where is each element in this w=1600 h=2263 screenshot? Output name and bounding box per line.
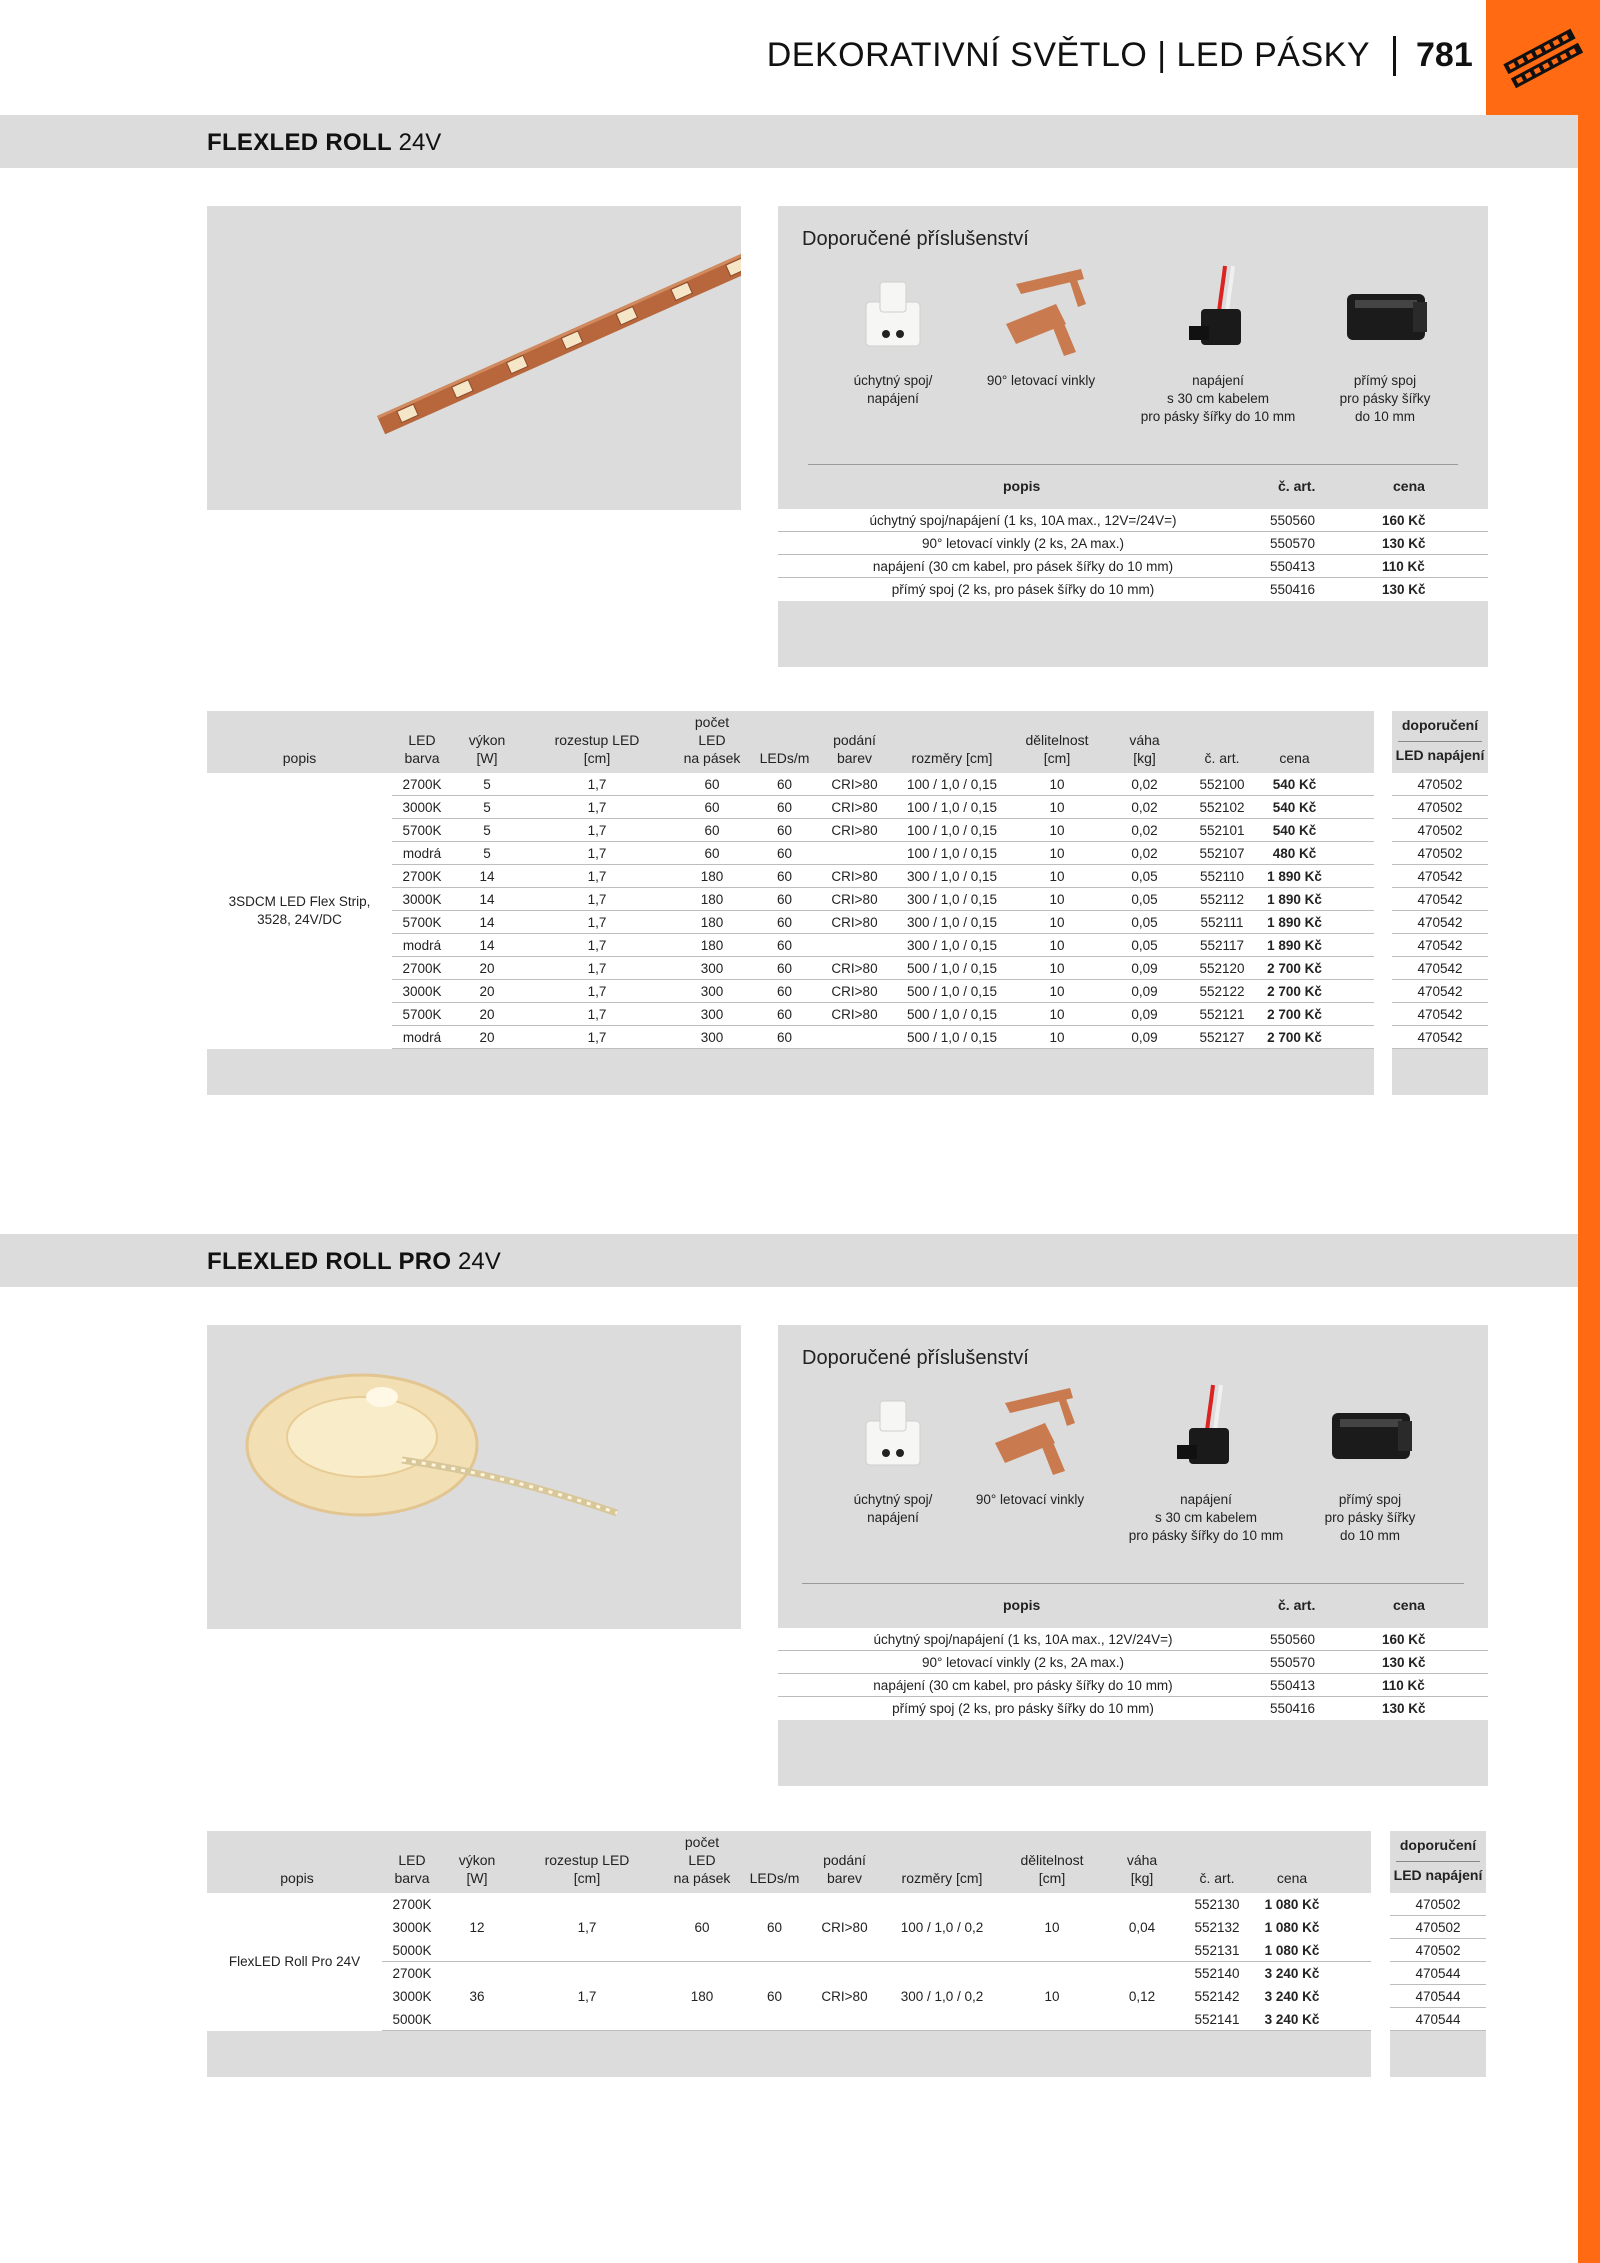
cell-art: 552121 [1199,1007,1245,1022]
cell-vaha: 0,05 [1131,892,1158,907]
cell-leds: 60 [776,915,793,930]
cell-vaha: 0,09 [1131,961,1158,976]
table-footer [207,1049,1374,1095]
accessories-title: Doporučené příslušenství [802,1347,1029,1369]
cell-cena: 540 Kč [1272,800,1317,815]
cell-delitelnost: 10 [1049,984,1065,999]
cell-barva: 5700K [402,1007,442,1022]
cell-cena: 1 080 Kč [1264,1943,1320,1958]
col-header-vykon: výkon [W] [468,732,506,766]
col-header-popis: popis [282,750,317,766]
power-supply-header: doporučení LED napájení [1390,1831,1486,1893]
cell-vaha: 0,09 [1131,984,1158,999]
cell-vykon: 14 [479,938,495,953]
clip-connector-icon [848,264,938,364]
cell-delitelnost: 10 [1049,800,1065,815]
cell-rozmery: 500 / 1,0 / 0,15 [906,1030,998,1045]
cell-cena: 2 700 Kč [1267,1030,1322,1045]
cell-delitelnost: 10 [1049,961,1065,976]
cell-art: 552141 [1194,2012,1240,2027]
table-row: úchytný spoj/napájení (1 ks, 10A max., 12V/24V=) 550560 160 Kč [778,1628,1488,1651]
cell-vaha: 0,09 [1131,1007,1158,1022]
cell-vaha: 0,05 [1131,915,1158,930]
cell-pocet: 60 [704,823,720,838]
cell-leds: 60 [776,869,793,884]
section-band-flexled-roll-pro [0,1234,1578,1287]
col-header-rozmery: rozměry [cm] [911,750,993,766]
cell-barva: 5700K [402,823,442,838]
table-header [207,1831,1371,1893]
cell-rozestup: 1,7 [577,1920,597,1935]
col-header-leds: LEDs/m [749,1870,800,1886]
cell-vykon: 14 [479,892,495,907]
cell-art: 552140 [1194,1966,1240,1981]
cell-leds: 60 [776,1030,793,1045]
cell-pocet: 300 [700,984,724,999]
cell-delitelnost: 10 [1049,892,1065,907]
col-header-art: č. art. [1278,478,1316,494]
cell-barva: modrá [402,846,442,861]
cell-art: 552131 [1194,1943,1240,1958]
cell-podani: CRI>80 [831,1007,878,1022]
cell-delitelnost: 10 [1049,777,1065,792]
cell-podani: CRI>80 [831,915,878,930]
product-description: 3SDCM LED Flex Strip, 3528, 24V/DC [207,773,392,1049]
cell-barva: 5000K [392,1943,432,1958]
power-supply-footer [1390,2031,1486,2077]
power-supply-cell: 470542 [1392,888,1488,911]
col-header-popis: popis [1003,478,1041,494]
table-row: přímý spoj (2 ks, pro pásky šířky do 10 mm) 550416 130 Kč [892,1701,1426,1716]
section-band-flexled-roll [0,115,1578,168]
cell-vykon: 20 [479,1007,495,1022]
cell-pocet: 60 [704,777,720,792]
cell-pocet: 300 [700,1007,724,1022]
table-footer [207,2031,1371,2077]
edge-accent-bar [1578,115,1600,2263]
col-header-rozestup: rozestup LED [cm] [544,1852,630,1886]
page-number: 781 [1416,36,1473,74]
cell-leds: 60 [776,1007,793,1022]
cell-cena: 1 890 Kč [1267,915,1322,930]
cell-rozestup: 1,7 [587,938,607,953]
cell-vaha: 0,02 [1131,800,1158,815]
cell-vaha: 0,05 [1131,869,1158,884]
cell-rozestup: 1,7 [577,1989,597,2004]
table-row: 90° letovací vinkly (2 ks, 2A max.) 550570 130 Kč [778,532,1488,555]
cell-podani: CRI>80 [831,961,878,976]
cell-rozmery: 300 / 1,0 / 0,2 [900,1989,984,2004]
cell-podani: CRI>80 [831,869,878,884]
cell-barva: 3000K [402,984,442,999]
cell-cena: 1 890 Kč [1267,892,1322,907]
power-supply-cell: 470502 [1390,1916,1486,1939]
header-divider [1393,36,1396,76]
cell-barva: modrá [402,1030,442,1045]
col-header-art: č. art. [1278,1597,1316,1613]
cell-rozmery: 300 / 1,0 / 0,15 [906,915,998,930]
power-supply-cell: 470542 [1392,980,1488,1003]
table-row: napájení (30 cm kabel, pro pásky šířky do 10 mm) 550413 110 Kč [778,1674,1488,1697]
cell-vaha: 0,09 [1131,1030,1158,1045]
col-header-popis: popis [280,1870,314,1886]
clip-connector-icon [848,1383,938,1483]
power-supply-cell: 470502 [1392,819,1488,842]
cell-vaha: 0,02 [1131,777,1158,792]
cell-leds: 60 [776,777,793,792]
section-title: FLEXLED ROLL PRO 24V [207,1248,501,1275]
col-header-rozestup: rozestup LED [cm] [554,732,640,766]
cell-delitelnost: 10 [1044,1920,1060,1935]
col-header-rozmery: rozměry [cm] [901,1870,983,1886]
cell-rozmery: 500 / 1,0 / 0,15 [906,961,998,976]
cable-connector-icon [1161,1383,1251,1483]
col-header-barva: LED barva [404,732,440,766]
cell-barva: 3000K [402,800,442,815]
cell-leds: 60 [776,846,793,861]
cell-delitelnost: 10 [1049,823,1065,838]
col-header-podani: podání barev [823,1852,866,1886]
col-header-pocet: počet LED na pásek [683,714,741,766]
cell-rozestup: 1,7 [587,777,607,792]
straight-connector-icon [1335,264,1435,364]
cell-vykon: 12 [469,1920,485,1935]
product-description: FlexLED Roll Pro 24V [207,1893,382,2031]
cell-delitelnost: 10 [1049,938,1065,953]
cell-art: 552102 [1199,800,1245,815]
cell-rozmery: 500 / 1,0 / 0,15 [906,984,998,999]
power-supply-cell: 470544 [1390,2008,1486,2031]
cell-cena: 1 080 Kč [1264,1920,1320,1935]
col-header-vaha: váha [kg] [1126,1852,1158,1886]
cell-rozmery: 500 / 1,0 / 0,15 [906,1007,998,1022]
cell-podani: CRI>80 [821,1989,868,2004]
power-supply-cell: 470502 [1390,1893,1486,1916]
col-header-art: č. art. [1204,750,1240,766]
cell-vykon: 5 [483,777,491,792]
cell-cena: 480 Kč [1272,846,1317,861]
power-supply-cell: 470542 [1392,865,1488,888]
cell-art: 552100 [1199,777,1245,792]
cell-pocet: 300 [700,961,724,976]
cell-art: 552117 [1199,938,1245,953]
product-image-flexled-roll-pro [207,1325,741,1629]
cell-rozestup: 1,7 [587,961,607,976]
cell-leds: 60 [776,892,793,907]
cell-cena: 3 240 Kč [1264,1966,1320,1981]
cell-vaha: 0,05 [1131,938,1158,953]
power-supply-cell: 470502 [1390,1939,1486,1962]
cell-barva: 3000K [392,1989,432,2004]
col-header-cena: cena [1393,1597,1425,1613]
cell-barva: 2700K [402,869,442,884]
power-supply-body [1392,773,1488,1049]
col-header-leds: LEDs/m [759,750,810,766]
cell-vaha: 0,12 [1128,1989,1156,2004]
power-supply-cell: 470542 [1392,1003,1488,1026]
cell-cena: 3 240 Kč [1264,2012,1320,2027]
col-header-podani: podání barev [833,732,876,766]
cell-cena: 540 Kč [1272,823,1317,838]
cell-cena: 1 890 Kč [1267,938,1322,953]
power-supply-cell: 470544 [1390,1985,1486,2008]
power-supply-header: doporučení LED napájení [1392,711,1488,773]
cell-art: 552112 [1199,892,1245,907]
cell-vykon: 5 [483,823,491,838]
cell-rozmery: 100 / 1,0 / 0,15 [906,846,998,861]
cell-leds: 60 [776,984,793,999]
corner-connector-icon [975,1383,1085,1483]
cell-art: 552122 [1199,984,1245,999]
cell-rozmery: 100 / 1,0 / 0,15 [906,777,998,792]
accessory-item [956,264,1126,390]
accessories-table [778,1628,1488,1720]
cell-cena: 2 700 Kč [1267,984,1322,999]
cell-vykon: 20 [479,984,495,999]
cell-art: 552110 [1199,869,1245,884]
col-header-pocet: počet LED na pásek [673,1834,731,1886]
cell-art: 552120 [1199,961,1245,976]
power-supply-footer [1392,1049,1488,1095]
cell-cena: 540 Kč [1272,777,1317,792]
cell-art: 552111 [1200,915,1244,930]
cell-pocet: 180 [700,892,724,907]
table-row: napájení (30 cm kabel, pro pásek šířky do 10 mm) 550413 110 Kč [778,555,1488,578]
accessory-label: napájení s 30 cm kabelem pro pásky šířky do 10 mm [1128,1492,1284,1543]
cell-rozmery: 100 / 1,0 / 0,15 [906,823,998,838]
divider [802,1583,1464,1584]
cell-leds: 60 [776,800,793,815]
cell-barva: modrá [402,938,442,953]
cell-rozestup: 1,7 [587,800,607,815]
cell-vaha: 0,02 [1131,846,1158,861]
cell-delitelnost: 10 [1049,1007,1065,1022]
cell-rozestup: 1,7 [587,869,607,884]
accessory-item [945,1383,1115,1509]
cable-connector-icon [1173,264,1263,364]
cell-barva: 2700K [402,777,442,792]
col-header-vykon: výkon [W] [458,1852,496,1886]
cell-podani: CRI>80 [831,823,878,838]
col-header-barva: LED barva [394,1852,430,1886]
accessory-label: napájení s 30 cm kabelem pro pásky šířky do 10 mm [1140,373,1296,424]
cell-rozestup: 1,7 [587,984,607,999]
col-header-popis: popis [1003,1597,1041,1613]
table-row: 90° letovací vinkly (2 ks, 2A max.) 550570 130 Kč [778,1651,1488,1674]
cell-cena: 3 240 Kč [1264,1989,1320,2004]
col-header-delitelnost: dělitelnost [cm] [1020,1852,1084,1886]
col-header-art: č. art. [1199,1870,1235,1886]
cell-podani: CRI>80 [821,1920,868,1935]
cell-rozestup: 1,7 [587,846,607,861]
category-tab [1486,0,1600,115]
cell-barva: 3000K [402,892,442,907]
col-header-vaha: váha [kg] [1129,732,1160,766]
cell-art: 552101 [1199,823,1245,838]
accessory-label: úchytný spoj/ napájení [853,373,933,406]
cell-art: 552130 [1194,1897,1240,1912]
accessories-title: Doporučené příslušenství [802,228,1029,250]
cell-rozmery: 100 / 1,0 / 0,15 [906,800,998,815]
cell-pocet: 60 [694,1920,710,1935]
cell-barva: 2700K [392,1966,432,1981]
cell-leds: 60 [766,1920,783,1935]
cell-cena: 1 890 Kč [1267,869,1322,884]
power-supply-cell: 470542 [1392,957,1488,980]
cell-vykon: 14 [479,915,495,930]
power-supply-cell: 470544 [1390,1962,1486,1985]
power-supply-cell: 470542 [1392,1026,1488,1049]
cell-leds: 60 [776,961,793,976]
cell-rozmery: 100 / 1,0 / 0,2 [900,1920,984,1935]
accessories-panel [778,206,1488,667]
cell-delitelnost: 10 [1049,846,1065,861]
cell-rozestup: 1,7 [587,1007,607,1022]
cell-rozestup: 1,7 [587,823,607,838]
cell-cena: 1 080 Kč [1264,1897,1320,1912]
power-supply-cell: 470542 [1392,911,1488,934]
cell-barva: 5700K [402,915,442,930]
accessory-item [808,264,978,408]
page-title: DEKORATIVNÍ SVĚTLO | LED PÁSKY [766,36,1370,74]
cell-vykon: 36 [469,1989,485,2004]
cell-vaha: 0,04 [1128,1920,1156,1935]
power-supply-cell: 470502 [1392,796,1488,819]
cell-pocet: 180 [700,869,724,884]
cell-pocet: 180 [700,915,724,930]
cell-art: 552107 [1199,846,1245,861]
product-image-flexled-roll [207,206,741,510]
cell-leds: 60 [766,1989,783,2004]
cell-vykon: 5 [483,846,491,861]
cell-vykon: 20 [479,961,495,976]
table-row: úchytný spoj/napájení (1 ks, 10A max., 12V=/24V=) 550560 160 Kč [778,509,1488,532]
cell-delitelnost: 10 [1049,1030,1065,1045]
cell-leds: 60 [776,938,793,953]
col-header-cena: cena [1393,478,1425,494]
led-strip-icon [1486,0,1600,115]
cell-rozestup: 1,7 [587,1030,607,1045]
cell-delitelnost: 10 [1049,915,1065,930]
cell-delitelnost: 10 [1044,1989,1060,2004]
cell-rozmery: 300 / 1,0 / 0,15 [906,892,998,907]
accessory-label: přímý spoj pro pásky šířky do 10 mm [1339,373,1431,424]
cell-cena: 2 700 Kč [1267,1007,1322,1022]
cell-vykon: 5 [483,800,491,815]
accessory-item [1285,1383,1455,1545]
cell-rozestup: 1,7 [587,915,607,930]
accessory-label: 90° letovací vinkly [975,1492,1085,1507]
section-title: FLEXLED ROLL 24V [207,129,442,156]
cell-vykon: 20 [479,1030,495,1045]
accessory-item [1133,264,1303,426]
cell-delitelnost: 10 [1049,869,1065,884]
accessory-label: úchytný spoj/ napájení [853,1492,933,1525]
accessory-label: přímý spoj pro pásky šířky do 10 mm [1324,1492,1416,1543]
cell-barva: 5000K [392,2012,432,2027]
cell-vykon: 14 [479,869,495,884]
cell-pocet: 180 [700,938,724,953]
accessory-item [1300,264,1470,426]
cell-podani: CRI>80 [831,800,878,815]
cell-rozmery: 300 / 1,0 / 0,15 [906,938,998,953]
corner-connector-icon [986,264,1096,364]
accessories-table [778,509,1488,601]
cell-rozmery: 300 / 1,0 / 0,15 [906,869,998,884]
cell-pocet: 180 [690,1989,714,2004]
cell-podani: CRI>80 [831,777,878,792]
cell-barva: 2700K [392,1897,432,1912]
cell-pocet: 300 [700,1030,724,1045]
straight-connector-icon [1320,1383,1420,1483]
cell-pocet: 60 [704,846,720,861]
cell-vaha: 0,02 [1131,823,1158,838]
col-header-cena: cena [1279,750,1310,766]
power-supply-cell: 470502 [1392,842,1488,865]
cell-podani: CRI>80 [831,892,878,907]
power-supply-cell: 470542 [1392,934,1488,957]
power-supply-cell: 470502 [1392,773,1488,796]
accessory-label: 90° letovací vinkly [986,373,1096,388]
col-header-delitelnost: dělitelnost [cm] [1025,732,1089,766]
cell-barva: 3000K [392,1920,432,1935]
cell-art: 552142 [1194,1989,1240,2004]
table-header [207,711,1374,773]
cell-rozestup: 1,7 [587,892,607,907]
cell-art: 552127 [1199,1030,1245,1045]
accessory-item [1121,1383,1291,1545]
power-supply-body [1390,1893,1486,2031]
cell-leds: 60 [776,823,793,838]
cell-barva: 2700K [402,961,442,976]
cell-cena: 2 700 Kč [1267,961,1322,976]
cell-art: 552132 [1194,1920,1240,1935]
table-row: přímý spoj (2 ks, pro pásek šířky do 10 mm) 550416 130 Kč [891,582,1426,597]
cell-podani: CRI>80 [831,984,878,999]
col-header-cena: cena [1276,1870,1308,1886]
cell-pocet: 60 [704,800,720,815]
accessories-panel [778,1325,1488,1786]
divider [808,464,1458,465]
